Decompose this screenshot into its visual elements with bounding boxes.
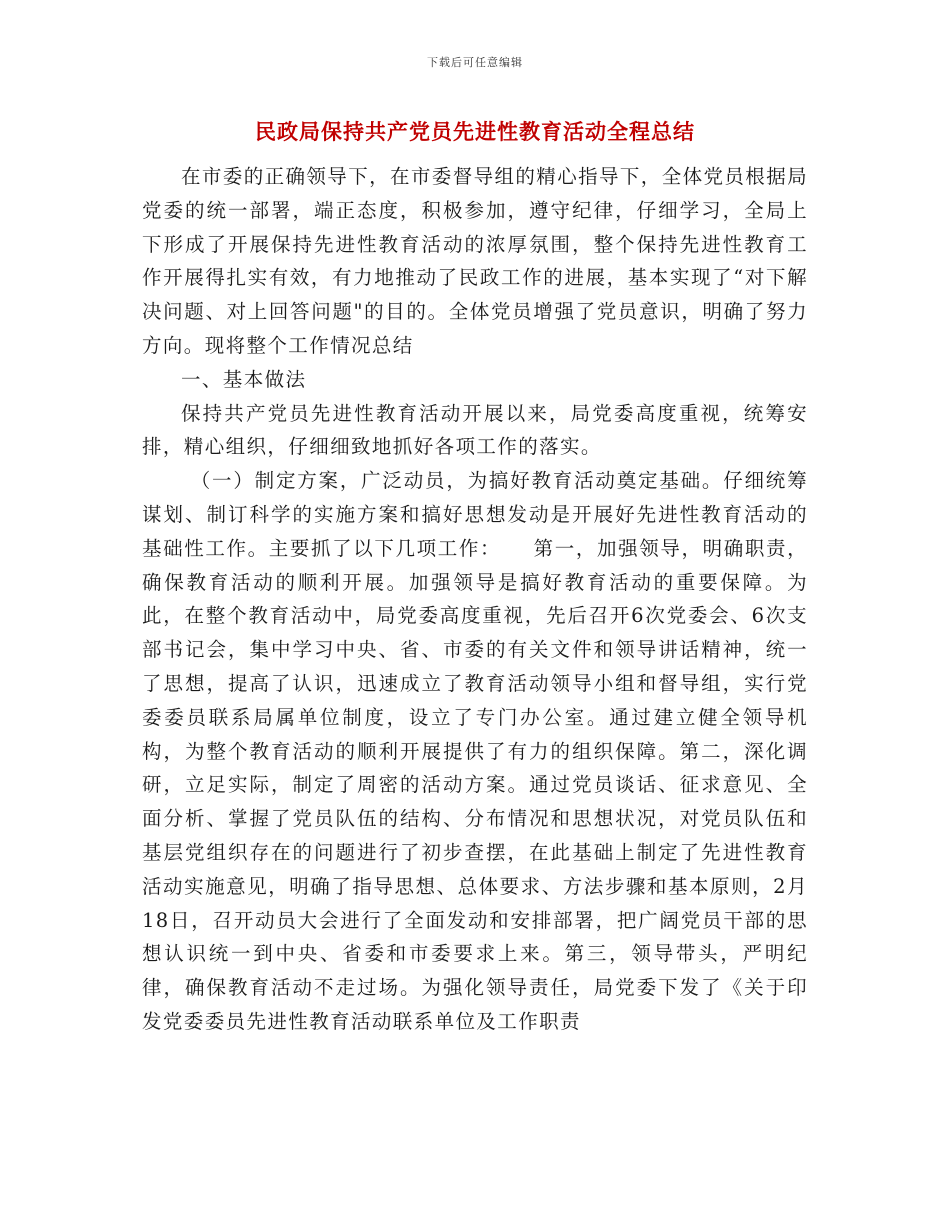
- section-heading: 一、基本做法: [181, 367, 307, 391]
- intro-paragraph: 在市委的正确领导下，在市委督导组的精心指导下，全体党员根据局党委的统一部署，端正态度，积极参加，遵守纪律，仔细学习，全局上下形成了开展保持先进性教育活动的浓厚氛围，整个保持先进性教育工作开展得扎实有效，有力地推动了民政工作的进展，基本实现了“对下解决问题、对上回答问题"的目的。全体党员增强了党员意识，明确了努力方向。现将整个工作情况总结: [142, 165, 809, 357]
- document-title: 民政局保持共产党员先进性教育活动全程总结: [255, 119, 695, 144]
- subsection-paragraph: （一）制定方案，广泛动员，为搞好教育活动奠定基础。仔细统筹谋划、制订科学的实施方案和搞好思想发动是开展好先进性教育活动的基础性工作。主要抓了以下几项工作： 第一，加强领导，明确职责，确保教育活动的顺利开展。加强领导是搞好教育活动的重要保障。为此，在整个教育活动中，局党委高度重视，先后召开6次党委会、6次支部书记会，集中学习中央、省、市委的有关文件和领导讲话精神，统一了思想，提高了认识，迅速成立了教育活动领导小组和督导组，实行党委委员联系局属单位制度，设立了专门办公室。通过建立健全领导机构，为整个教育活动的顺利开展提供了有力的组织保障。第二，深化调研，立足实际，制定了周密的活动方案。通过党员谈话、征求意见、全面分析、掌握了党员队伍的结构、分布情况和思想状况，对党员队伍和基层党组织存在的问题进行了初步查摆，在此基础上制定了先进性教育活动实施意见，明确了指导思想、总体要求、方法步骤和基本原则，2月18日，召开动员大会进行了全面发动和安排部署，把广阔党员干部的思想认识统一到中央、省委和市委要求上来。第三，领导带头，严明纪律，确保教育活动不走过场。为强化领导责任，局党委下发了《关于印发党委委员先进性教育活动联系单位及工作职责: [142, 469, 808, 1033]
- page-header-note: 下载后可任意编辑: [427, 56, 523, 69]
- document-body: [142, 160, 808, 1039]
- section-intro-paragraph: 保持共产党员先进性教育活动开展以来，局党委高度重视，统筹安排，精心组织，仔细细致地抓好各项工作的落实。: [142, 401, 808, 459]
